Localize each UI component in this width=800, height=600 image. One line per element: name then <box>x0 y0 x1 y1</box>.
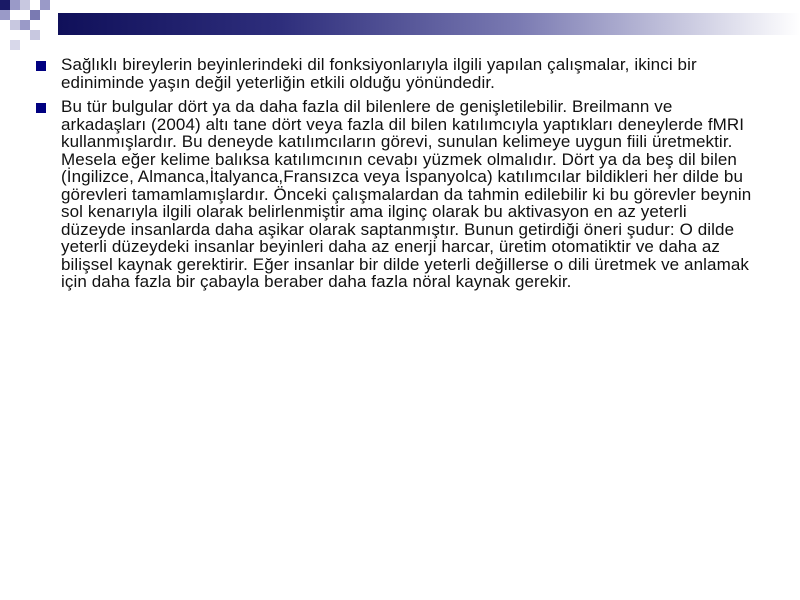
deco-square <box>30 30 40 40</box>
deco-square <box>10 0 20 10</box>
deco-square <box>10 20 20 30</box>
slide-body <box>36 56 756 298</box>
deco-square <box>40 0 50 10</box>
deco-square <box>10 40 20 50</box>
bullet-text: Bu tür bulgular dört ya da daha fazla dil bilenlere de genişletilebilir. Breilmann ve arkadaşları (2004) altı tane dört veya fazla dil bilen katılımcıyla yaptıkları deneylerde fMRI kullanmışlardır. Bu deneyde katılımcıların görevi, sunulan kelimeye uygun fiili üretmektir. Mesela eğer kelime balıksa katılımcının cevabı yüzmek olmalıdır. Dört ya da beş dil bilen (İngilizce, Almanca,İtalyanca,Fransızca veya İspanyolca) katılımcılar bildikleri her dilde bu görevleri tamamlamışlardır. Önceki çalışmalardan da tahmin edilebilir ki bu görevler beynin sol kenarıyla ilgili olarak belirlenmiştir ama ilginç olarak bu aktivasyon en az yeterli düzeyde insanlarda daha aşikar olarak saptanmıştır. Bunun getirdiği öneri şudur: O dilde yeterli düzeydeki insanlar beyinleri daha az enerji harcar, üretim otomatiktir ve daha az bilişsel kaynak gerektirir. Eğer insanlar bir dilde yeterli değillerse o dili üretmek ve anlamak için daha fazla bir çabayla beraber daha fazla nöral kaynak gerekir. <box>61 97 752 291</box>
deco-square <box>20 20 30 30</box>
deco-square <box>20 0 30 10</box>
square-bullet-icon <box>36 103 46 113</box>
square-bullet-icon <box>36 61 46 71</box>
bullet-item <box>36 98 756 291</box>
header-gradient-band <box>58 13 800 35</box>
deco-square <box>0 10 10 20</box>
bullet-text: Sağlıklı bireylerin beyinlerindeki dil fonksiyonlarıyla ilgili yapılan çalışmalar, ikinci bir ediniminde yaşın değil yeterliğin etkili olduğu yönündedir. <box>61 55 697 92</box>
deco-square <box>30 10 40 20</box>
deco-square <box>0 0 10 10</box>
header-decoration <box>0 0 800 50</box>
bullet-item <box>36 56 756 91</box>
